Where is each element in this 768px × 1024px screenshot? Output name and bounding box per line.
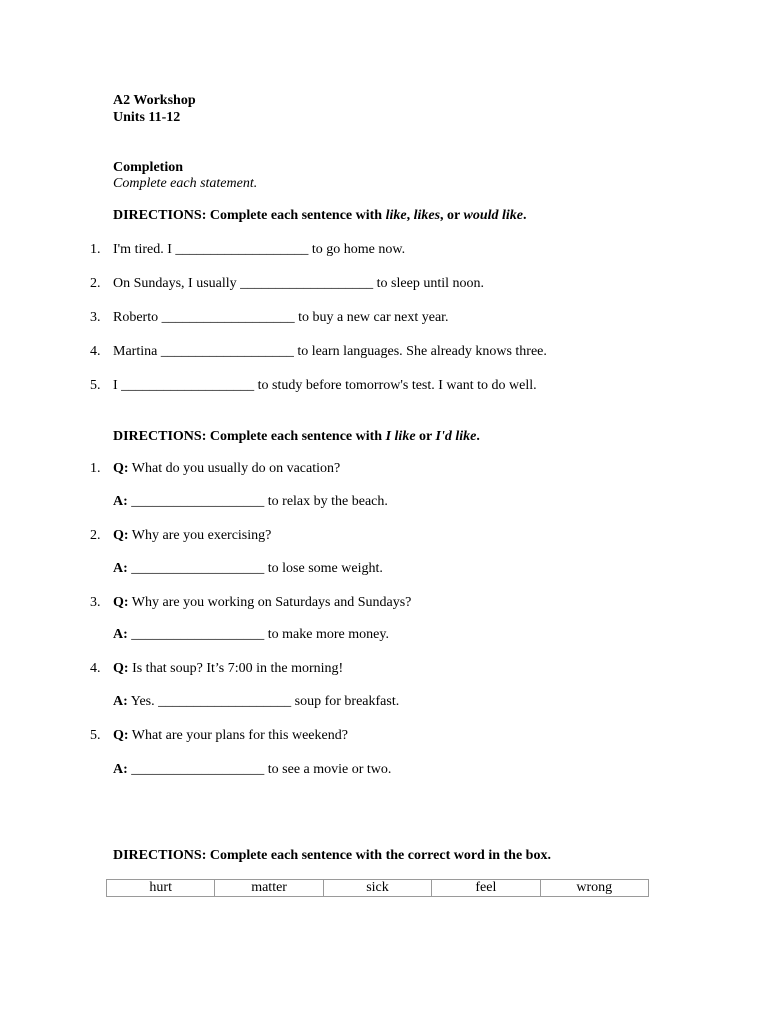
item-number: 1. <box>90 461 101 476</box>
answer-line: A: ___________________ to make more money. <box>113 627 389 642</box>
item-number: 4. <box>90 661 101 676</box>
section-instruction: Complete each statement. <box>113 176 258 191</box>
section-heading: Completion <box>113 160 183 175</box>
word-box-row <box>107 880 649 897</box>
item-number: 3. <box>90 595 101 610</box>
answer-line: A: ___________________ to lose some weight. <box>113 561 383 576</box>
answer-line: A: ___________________ to relax by the beach. <box>113 494 388 509</box>
worksheet-title: A2 Workshop <box>113 93 196 108</box>
item-text: On Sundays, I usually ___________________ to sleep until noon. <box>113 276 484 291</box>
word-cell: sick <box>323 880 431 897</box>
word-cell: feel <box>432 880 540 897</box>
directions-part3: DIRECTIONS: Complete each sentence with the correct word in the box. <box>113 848 551 863</box>
item-number: 5. <box>90 378 101 393</box>
word-box <box>106 879 649 897</box>
word-cell: wrong <box>540 880 648 897</box>
item-number: 5. <box>90 728 101 743</box>
directions-part2: DIRECTIONS: Complete each sentence with I like or I'd like. <box>113 429 480 444</box>
question-line: Q: Why are you exercising? <box>113 528 272 543</box>
item-text: Martina ___________________ to learn languages. She already knows three. <box>113 344 547 359</box>
question-line: Q: What are your plans for this weekend? <box>113 728 348 743</box>
item-number: 4. <box>90 344 101 359</box>
item-number: 2. <box>90 528 101 543</box>
word-cell: hurt <box>107 880 215 897</box>
item-text: I'm tired. I ___________________ to go home now. <box>113 242 406 257</box>
item-text: I ___________________ to study before tomorrow's test. I want to do well. <box>113 378 537 393</box>
answer-line: A: Yes. ___________________ soup for breakfast. <box>113 694 400 709</box>
question-line: Q: What do you usually do on vacation? <box>113 461 341 476</box>
item-number: 3. <box>90 310 101 325</box>
answer-line: A: ___________________ to see a movie or two. <box>113 762 392 777</box>
item-number: 2. <box>90 276 101 291</box>
question-line: Q: Is that soup? It’s 7:00 in the morning! <box>113 661 344 676</box>
item-text: Roberto ___________________ to buy a new car next year. <box>113 310 449 325</box>
word-cell: matter <box>215 880 323 897</box>
item-number: 1. <box>90 242 101 257</box>
worksheet-units: Units 11-12 <box>113 110 181 125</box>
directions-part1: DIRECTIONS: Complete each sentence with like, likes, or would like. <box>113 208 527 223</box>
question-line: Q: Why are you working on Saturdays and Sundays? <box>113 595 412 610</box>
